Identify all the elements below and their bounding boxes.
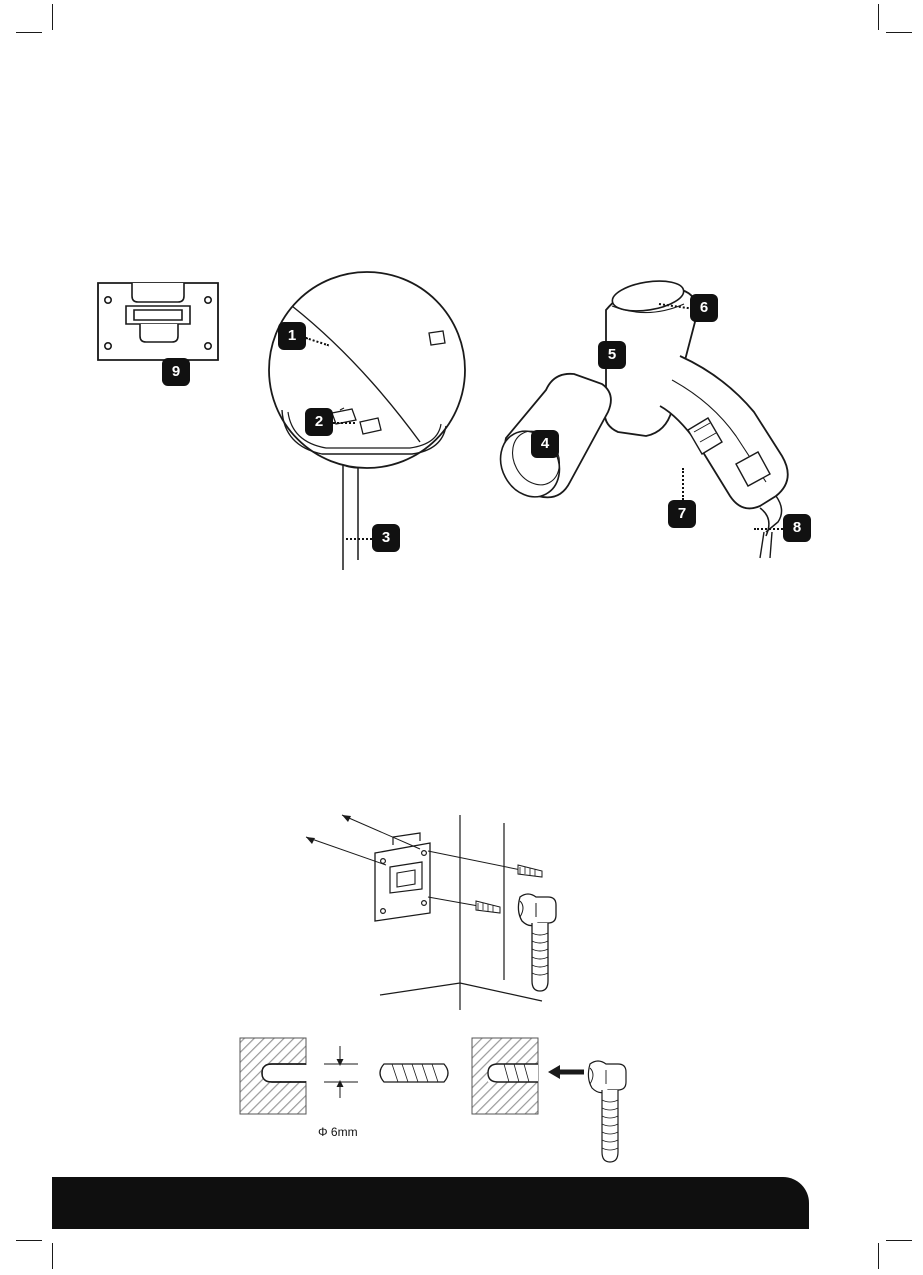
wall-section-right <box>472 1038 538 1114</box>
hair-dryer-drawing <box>489 277 787 558</box>
callout-badge-8: 8 <box>783 514 811 542</box>
crop-mark-bottom-right-vertical <box>878 1243 879 1269</box>
callout-badge-6: 6 <box>690 294 718 322</box>
diffuser-drawing <box>269 272 465 570</box>
bracket-plate-drawing <box>375 833 430 921</box>
leader-line-7 <box>682 468 684 500</box>
wall-section-left <box>240 1038 307 1114</box>
hammer-drawing-detail <box>588 1061 626 1162</box>
drill-diameter-label: Φ 6mm <box>318 1125 358 1139</box>
leader-line-2 <box>333 422 355 424</box>
wall-bracket-drawing <box>98 283 218 360</box>
callout-badge-1: 1 <box>278 322 306 350</box>
crop-mark-top-left-vertical <box>52 4 53 30</box>
anchor-plug-drawing <box>380 1064 448 1082</box>
crop-mark-top-right-vertical <box>878 4 879 30</box>
callout-badge-7: 7 <box>668 500 696 528</box>
leader-line-8 <box>754 528 783 530</box>
drill-detail-diagram <box>232 1030 662 1170</box>
insert-arrow <box>548 1065 584 1079</box>
callout-badge-2: 2 <box>305 408 333 436</box>
callout-badge-5: 5 <box>598 341 626 369</box>
crop-mark-bottom-left-vertical <box>52 1243 53 1269</box>
hammer-drawing <box>518 894 556 991</box>
callout-badge-3: 3 <box>372 524 400 552</box>
crop-mark-top-right-horizontal <box>886 32 912 33</box>
crop-mark-bottom-right-horizontal <box>886 1240 912 1241</box>
crop-mark-top-left-horizontal <box>16 32 42 33</box>
callout-badge-9: 9 <box>162 358 190 386</box>
footer-bar <box>52 1177 809 1229</box>
crop-mark-bottom-left-horizontal <box>16 1240 42 1241</box>
wall-mount-diagram <box>280 805 640 1020</box>
dimension-arrows <box>324 1046 358 1098</box>
callout-badge-4: 4 <box>531 430 559 458</box>
leader-line-3 <box>346 538 372 540</box>
parts-diagram <box>60 260 860 600</box>
